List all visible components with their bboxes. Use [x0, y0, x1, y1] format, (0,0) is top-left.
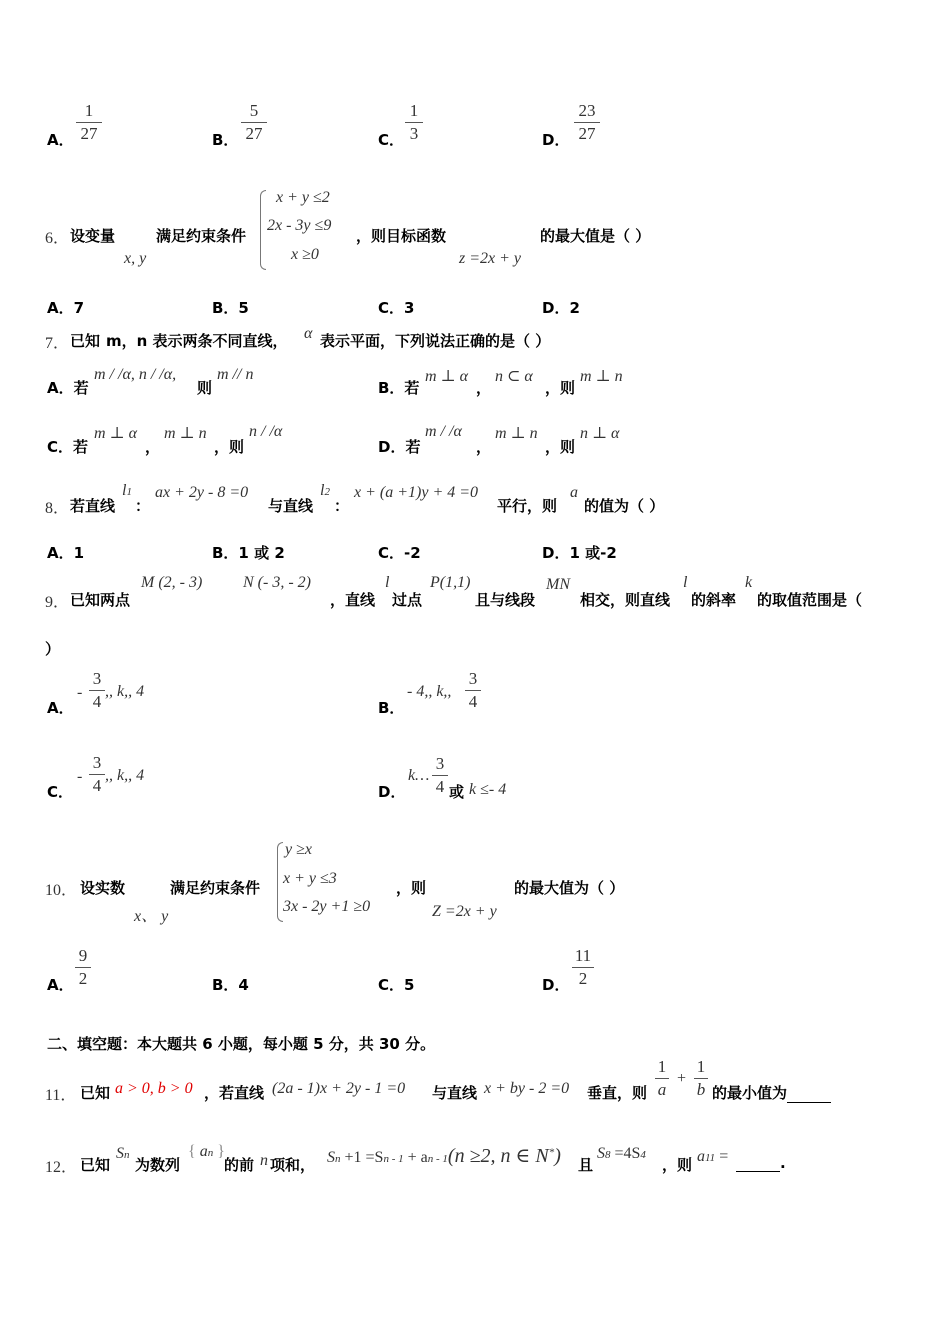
q11-line-1: (2a - 1)x + 2y - 1 =0: [272, 1080, 406, 1097]
q7-text-3: 表示平面，下列说法正确的是（ ）: [320, 332, 551, 350]
q12-text-2: 为数列: [135, 1156, 181, 1174]
q7-option-d-cond-2: m ⊥ n: [495, 425, 538, 442]
q10-number: 10．: [45, 882, 78, 899]
q8-option-a: A．1: [47, 544, 85, 562]
q11-number: 11．: [45, 1087, 77, 1104]
q7-option-a-result: m // n: [217, 366, 254, 383]
section-2-heading: 二、填空题：本大题共 6 小题，每小题 5 分，共 30 分。: [47, 1035, 436, 1053]
q9-segment-mn: MN: [546, 576, 570, 593]
q7-option-c-comma: ，: [145, 438, 161, 456]
q11-plus: +: [677, 1070, 687, 1087]
q6-text-1: 设变量: [70, 227, 116, 245]
q11-line-2: x + by - 2 =0: [484, 1080, 570, 1097]
q10-constraint-1: y ≥x: [285, 841, 312, 858]
q6-constraint-3: x ≥0: [291, 246, 319, 263]
q12-s8-equation: S8 =4S4: [597, 1145, 646, 1162]
q12-text-6: ，则: [662, 1156, 693, 1174]
q10-option-a-label: A．: [47, 976, 74, 994]
q9-number: 9．: [45, 594, 70, 611]
q8-equation-1: ax + 2y - 8 =0: [155, 484, 249, 501]
q8-l2: l2: [320, 482, 330, 499]
q7-option-b-cond-1: m ⊥ α: [425, 368, 468, 385]
q7-option-d-cond-1: m / /α: [425, 423, 462, 440]
q6-vars: x, y: [124, 250, 147, 267]
q7-option-b-then: ，则: [545, 379, 576, 397]
q10-option-d-fraction: $\frac{11}{2}$: [572, 945, 594, 990]
q6-text-3: ，则目标函数: [356, 227, 447, 245]
q10-text-1: 设实数: [80, 879, 126, 897]
q9-text-2: ，直线: [330, 591, 376, 609]
q9-option-c-fraction: $\frac{3}{4}$: [89, 752, 105, 797]
q5-option-a-label: A．: [47, 131, 74, 149]
q9-option-a-label: A．: [47, 699, 74, 717]
q8-equation-2: x + (a +1)y + 4 =0: [354, 484, 479, 501]
q9-option-c-label: C．: [47, 783, 74, 801]
q7-option-a-then: 则: [197, 379, 213, 397]
q11-text-2: ，若直线: [204, 1084, 265, 1102]
q6-constraint-brace: [260, 190, 266, 270]
q10-text-2: 满足约束条件: [170, 879, 261, 897]
q8-colon-2: ：: [334, 497, 350, 515]
q12-answer: .: [736, 1154, 786, 1172]
q9-line-l: l: [385, 574, 390, 591]
q7-option-c-result: n / /α: [249, 423, 283, 440]
q9-option-d-fraction: $\frac{3}{4}$: [432, 753, 448, 798]
q6-text-2: 满足约束条件: [156, 227, 247, 245]
q6-number: 6．: [45, 230, 70, 247]
q9-option-b-label: B．: [378, 699, 405, 717]
q10-vars: x、 y: [134, 908, 169, 925]
q9-option-a-minus: -: [77, 684, 83, 701]
q9-line-l-2: l: [683, 574, 688, 591]
q8-var-a: a: [570, 484, 578, 501]
q6-option-b: B．5: [212, 299, 249, 317]
q9-option-c-range: ,, k,, 4: [105, 767, 145, 784]
q10-constraint-3: 3x - 2y +1 ≥0: [283, 898, 371, 915]
q9-option-d-label: D．: [378, 783, 406, 801]
q5-option-a-fraction: $\frac{1}{27}$: [76, 100, 102, 145]
q9-point-p: P(1,1): [430, 574, 471, 591]
q7-option-b-cond-2: n ⊂ α: [495, 368, 533, 385]
q7-option-b-result: m ⊥ n: [580, 368, 623, 385]
q12-text-5: 且: [578, 1156, 594, 1174]
q12-sequence-an: { an }: [188, 1143, 225, 1160]
q9-text-5: 相交，则直线: [580, 591, 671, 609]
q8-option-d: D．1 或-2: [542, 544, 617, 562]
q7-alpha: α: [304, 325, 313, 342]
q8-l1: l1: [122, 482, 132, 499]
q5-option-d-fraction: $\frac{23}{27}$: [574, 100, 600, 145]
q9-text-6: 的斜率: [691, 591, 737, 609]
q6-constraint-1: x + y ≤2: [276, 189, 330, 206]
q9-point-n: N (- 3, - 2): [243, 574, 311, 591]
q6-option-d: D．2: [542, 299, 580, 317]
q11-condition: a > 0, b > 0: [115, 1080, 193, 1097]
q7-option-a-label: A．若: [47, 379, 89, 397]
q11-text-3: 与直线: [432, 1084, 478, 1102]
q8-text-1: 若直线: [70, 497, 116, 515]
q10-text-4: 的最大值为（ ）: [514, 879, 625, 897]
q9-option-d-range: k ≤- 4: [469, 781, 507, 798]
q7-option-d-label: D．若: [378, 438, 421, 456]
q7-option-c-label: C．若: [47, 438, 89, 456]
q6-option-a: A．7: [47, 299, 85, 317]
q12-text-4: 项和，: [270, 1156, 316, 1174]
q6-objective: z =2x + y: [459, 250, 522, 267]
q6-option-c: C．3: [378, 299, 415, 317]
q9-option-b-range: - 4,, k,,: [407, 683, 452, 700]
q7-option-a-cond: m / /α, n / /α,: [94, 366, 177, 383]
q12-number: 12．: [45, 1159, 78, 1176]
q7-option-c-cond-1: m ⊥ α: [94, 425, 137, 442]
q9-option-d-k: k…: [408, 767, 430, 784]
q9-option-a-fraction: $\frac{3}{4}$: [89, 668, 105, 713]
q9-close-paren: ）: [45, 640, 61, 658]
q8-option-c: C．-2: [378, 544, 421, 562]
q7-option-d-result: n ⊥ α: [580, 425, 620, 442]
q12-sn: Sn: [116, 1145, 130, 1162]
q10-option-b: B．4: [212, 976, 249, 994]
q8-text-3: 平行，则: [497, 497, 558, 515]
q6-text-4: 的最大值是（ ）: [540, 227, 651, 245]
q5-option-b-label: B．: [212, 131, 239, 149]
q7-option-c-cond-2: m ⊥ n: [164, 425, 207, 442]
q5-option-b-fraction: $\frac{5}{27}$: [241, 100, 267, 145]
q9-option-d-or: 或: [449, 783, 465, 801]
q12-text-3: 的前: [224, 1156, 255, 1174]
q8-text-2: 与直线: [268, 497, 314, 515]
q10-objective: Z =2x + y: [432, 903, 497, 920]
q11-text-5: 的最小值为: [712, 1082, 831, 1103]
q11-text-4: 垂直，则: [587, 1084, 648, 1102]
q11-fraction-1-over-a: $\frac{1}{a}$: [655, 1056, 669, 1101]
q10-option-d-label: D．: [542, 976, 570, 994]
q6-constraint-2: 2x - 3y ≤9: [267, 217, 332, 234]
q8-text-4: 的值为（ ）: [584, 497, 665, 515]
q5-option-c-fraction: $\frac{1}{3}$: [405, 100, 423, 145]
q7-option-b-label: B．若: [378, 379, 420, 397]
q10-option-c: C．5: [378, 976, 415, 994]
q12-text-1: 已知: [80, 1156, 111, 1174]
q5-option-d-label: D．: [542, 131, 570, 149]
q9-text-7: 的取值范围是（: [757, 591, 863, 609]
q9-point-m: M (2, - 3): [141, 574, 203, 591]
q12-n: n: [260, 1152, 268, 1169]
q7-text-2: m，n 表示两条不同直线，: [106, 332, 288, 350]
q8-option-b: B．1 或 2: [212, 544, 285, 562]
q9-text-1: 已知两点: [70, 591, 131, 609]
q7-option-d-then: ，则: [545, 438, 576, 456]
q12-a11: a11 =: [697, 1148, 729, 1165]
q5-option-c-label: C．: [378, 131, 405, 149]
q7-text-1: 已知: [70, 332, 101, 350]
q7-number: 7．: [45, 335, 70, 352]
q9-option-a-range: ,, k,, 4: [105, 683, 145, 700]
q10-option-a-fraction: $\frac{9}{2}$: [75, 945, 91, 990]
q9-text-4: 且与线段: [475, 591, 536, 609]
q9-slope-k: k: [745, 574, 753, 591]
q12-answer-blank[interactable]: [736, 1157, 780, 1172]
q8-number: 8．: [45, 500, 70, 517]
q7-option-d-comma: ，: [476, 438, 492, 456]
q10-constraint-2: x + y ≤3: [283, 870, 337, 887]
q7-option-c-then: ，则: [214, 438, 245, 456]
q11-fraction-1-over-b: $\frac{1}{b}$: [694, 1056, 708, 1101]
q9-text-3: 过点: [392, 591, 423, 609]
q11-answer-blank[interactable]: [787, 1088, 831, 1103]
q7-option-b-comma: ，: [476, 379, 492, 397]
q9-option-b-fraction: $\frac{3}{4}$: [465, 668, 481, 713]
q9-option-c-minus: -: [77, 768, 83, 785]
q10-text-3: ，则: [396, 879, 427, 897]
q8-colon-1: ：: [135, 497, 151, 515]
q12-relation: Sn +1 =Sn - 1 + an - 1(n ≥2, n ∈ N*): [327, 1145, 561, 1167]
q11-text-1: 已知: [80, 1084, 111, 1102]
